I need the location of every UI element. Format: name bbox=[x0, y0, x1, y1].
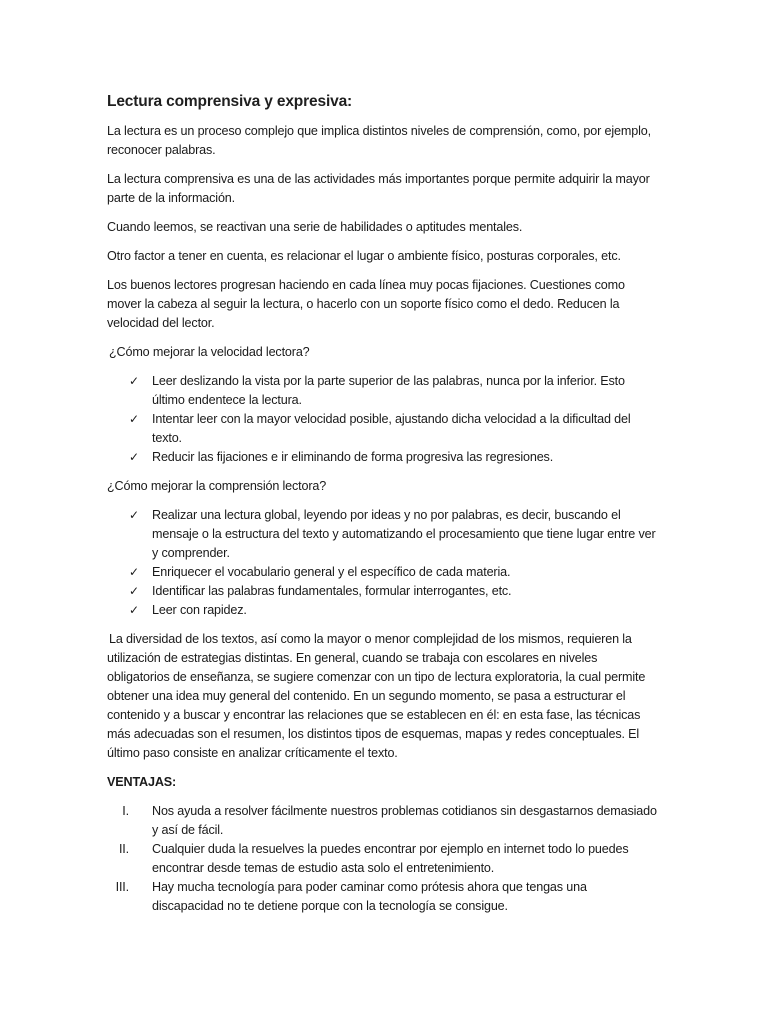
list-item bbox=[107, 582, 657, 601]
list-item-text: Cualquier duda la resuelves la puedes encontrar por ejemplo en internet todo lo puedes encontrar desde temas de estudio asta solo el entretenimiento. bbox=[152, 842, 629, 875]
paragraph-when-reading: Cuando leemos, se reactivan una serie de habilidades o aptitudes mentales. bbox=[107, 220, 523, 234]
checkmark-icon: ✓ bbox=[129, 565, 139, 579]
list-item bbox=[107, 601, 657, 620]
list-item-text: Reducir las fijaciones e ir eliminando de forma progresiva las regresiones. bbox=[152, 450, 554, 464]
comprehension-tips-list bbox=[107, 506, 657, 620]
checkmark-icon: ✓ bbox=[129, 508, 139, 522]
comprehension-question: ¿Cómo mejorar la comprensión lectora? bbox=[107, 479, 327, 493]
list-item-text: Intentar leer con la mayor velocidad posible, ajustando dicha velocidad a la dificultad del texto. bbox=[152, 412, 631, 445]
speed-tips-list bbox=[107, 372, 657, 467]
list-item-text: Leer con rapidez. bbox=[152, 603, 247, 617]
paragraph-comprehensive: La lectura comprensiva es una de las actividades más importantes porque permite adquirir la mayor parte de la información. bbox=[107, 172, 650, 205]
speed-question: ¿Cómo mejorar la velocidad lectora? bbox=[109, 345, 310, 359]
checkmark-icon: ✓ bbox=[129, 603, 139, 617]
document-title: Lectura comprensiva y expresiva: bbox=[107, 93, 353, 110]
list-item-number: III. bbox=[115, 880, 129, 894]
list-item-number: I. bbox=[122, 804, 129, 818]
paragraph-text-diversity: La diversidad de los textos, así como la mayor o menor complejidad de los mismos, requieren la utilización de estrategias distintas. En general, cuando se trabaja con escolares en niveles obligatorios de enseñanza, se sugiere comenzar con un tipo de lectura exploratoria, la cual permite obtener una idea muy general del contenido. En un segundo momento, se pasa a estructurar el contenido y a buscar y encontrar las relaciones que se establecen en él: en esta fase, las técnicas más adecuadas son el resumen, los distintos tipos de esquemas, mapas y redes conceptuales. El último paso consiste en analizar críticamente el texto. bbox=[107, 632, 646, 760]
list-item bbox=[107, 802, 657, 840]
list-item-text: Enriquecer el vocabulario general y el específico de cada materia. bbox=[152, 565, 511, 579]
checkmark-icon: ✓ bbox=[129, 374, 139, 388]
list-item bbox=[107, 563, 657, 582]
list-item-text: Hay mucha tecnología para poder caminar como prótesis ahora que tengas una discapacidad no te detiene porque con la tecnología se consigue. bbox=[152, 880, 587, 913]
checkmark-icon: ✓ bbox=[129, 412, 139, 426]
list-item bbox=[107, 372, 657, 410]
ventajas-list bbox=[107, 802, 657, 916]
list-item-text: Nos ayuda a resolver fácilmente nuestros problemas cotidianos sin desgastarnos demasiado y así de fácil. bbox=[152, 804, 657, 837]
list-item bbox=[107, 506, 657, 563]
checkmark-icon: ✓ bbox=[129, 450, 139, 464]
list-item-text: Identificar las palabras fundamentales, formular interrogantes, etc. bbox=[152, 584, 512, 598]
list-item-number: II. bbox=[118, 842, 129, 856]
list-item bbox=[107, 878, 657, 916]
list-item-text: Realizar una lectura global, leyendo por ideas y no por palabras, es decir, buscando el mensaje o la estructura del texto y automatizando el procesamiento que tiene lugar entre ver y comprender. bbox=[152, 508, 656, 560]
document-page bbox=[107, 92, 657, 916]
ventajas-heading: VENTAJAS: bbox=[107, 775, 177, 789]
paragraph-good-readers: Los buenos lectores progresan haciendo en cada línea muy pocas fijaciones. Cuestiones como mover la cabeza al seguir la lectura, o hacerlo con un soporte físico como el dedo. Reducen la velocidad del lector. bbox=[107, 278, 625, 330]
list-item bbox=[107, 410, 657, 448]
paragraph-intro: La lectura es un proceso complejo que implica distintos niveles de comprensión, como, por ejemplo, reconocer palabras. bbox=[107, 124, 651, 157]
list-item-text: Leer deslizando la vista por la parte superior de las palabras, nunca por la inferior. Esto último endentece la lectura. bbox=[152, 374, 625, 407]
list-item bbox=[107, 448, 657, 467]
list-item bbox=[107, 840, 657, 878]
checkmark-icon: ✓ bbox=[129, 584, 139, 598]
paragraph-other-factor: Otro factor a tener en cuenta, es relacionar el lugar o ambiente físico, posturas corporales, etc. bbox=[107, 249, 621, 263]
